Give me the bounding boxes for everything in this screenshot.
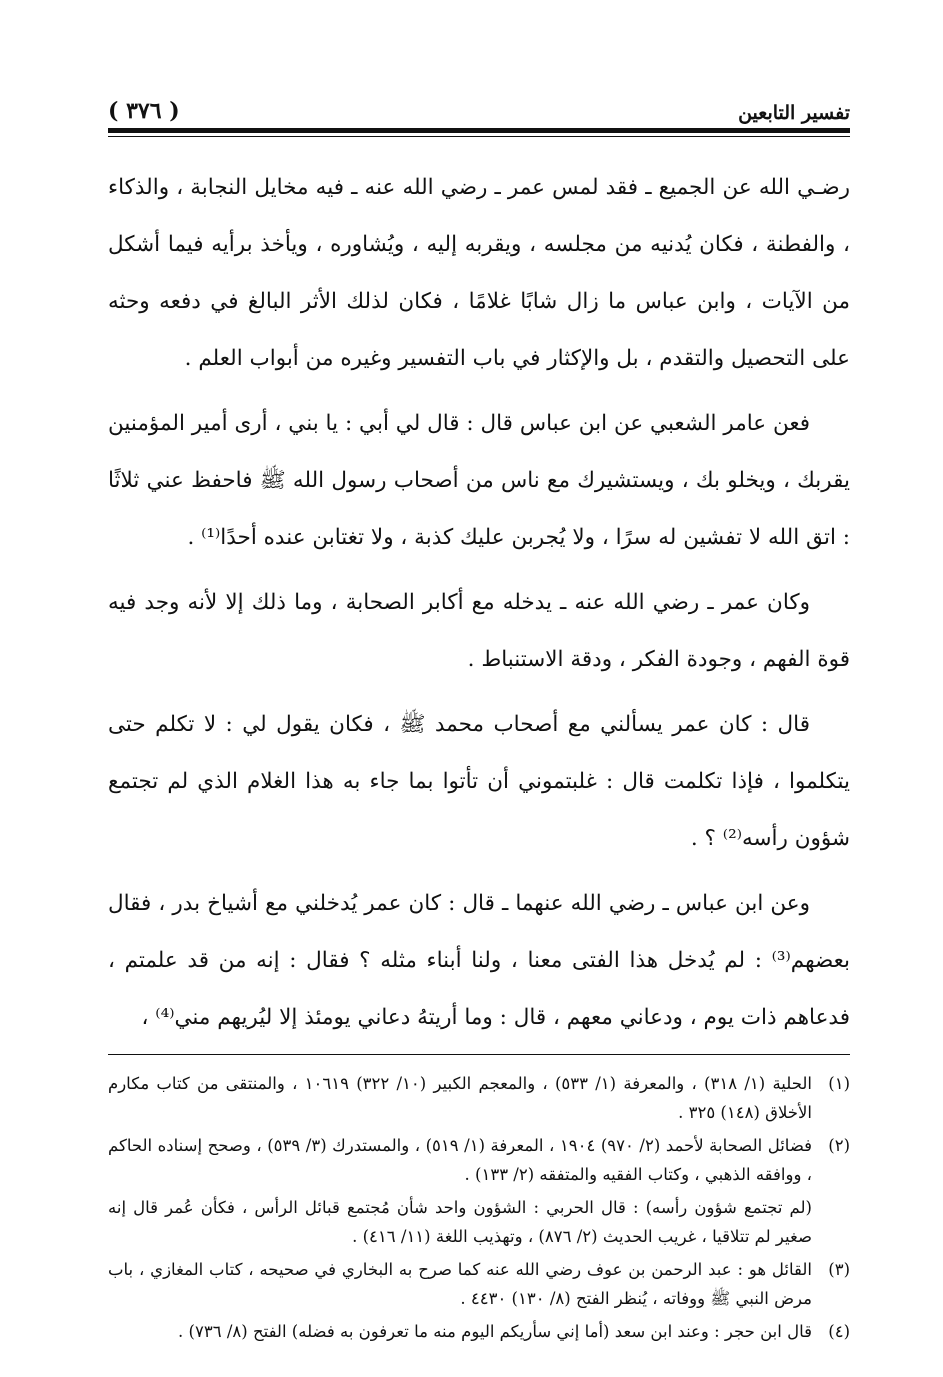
paragraph: وكان عمر ـ رضي الله عنه ـ يدخله مع أكابر الصحابة ، وما ذلك إلا لأنه وجد فيه قوة الفهم ، وجودة الفكر ، ودقة الاستنباط .	[108, 590, 850, 672]
footnote-number: (٤)	[828, 1322, 850, 1341]
header-rule-thick	[108, 128, 850, 133]
footnote-text: فضائل الصحابة لأحمد (٢/ ٩٧٠) ١٩٠٤ ، المعرفة (١/ ٥١٩) ، والمستدرك (٣/ ٥٣٩) ، وصحح إسناده الحاكم ، ووافقه الذهبي ، وكتاب الفقيه والمتفقه (٢/ ١٣٣) .	[108, 1136, 813, 1184]
page-header	[108, 88, 850, 124]
footnote-number: (٣)	[828, 1260, 850, 1279]
header-rule-thin	[108, 136, 850, 137]
footnote	[108, 1131, 850, 1189]
footnote-separator	[108, 1054, 850, 1055]
footnote	[108, 1317, 850, 1346]
footnote	[108, 1255, 850, 1313]
paragraph: وعن ابن عباس ـ رضي الله عنهما ـ قال : كان عمر يُدخلني مع أشياخ بدر ، فقال بعضهم⁽³⁾ : لم يُدخل هذا الفتى معنا ، ولنا أبناء مثله ؟ فقال : إنه من قد علمتم ، فدعاهم ذات يوم ، ودعاني معهم ، قال : وما أريتهُ دعاني يومئذ إلا ليُريهم مني⁽⁴⁾ ،	[108, 891, 850, 1030]
footnote	[108, 1069, 850, 1127]
paragraph: قال : كان عمر يسألني مع أصحاب محمد ﷺ ، فكان يقول لي : لا تكلم حتى يتكلموا ، فإذا تكلمت قال : غلبتموني أن تأتوا بما جاء به هذا الغلام الذي لم تجتمع شؤون رأسه⁽²⁾ ؟ .	[108, 712, 850, 851]
footnote-number: (١)	[828, 1074, 850, 1093]
book-title: تفسير التابعين	[738, 102, 850, 124]
page-number: ( ٣٧٦ )	[108, 98, 180, 124]
footnotes	[108, 1069, 850, 1346]
footnote-continuation: (لم تجتمع شؤون رأسه) : قال الحربي : الشؤون واحد شأن مُجتمع قبائل الرأس ، فكأن عُمر قال إنه صغير لم تتلاقيا ، غريب الحديث (٢/ ٨٧٦) ، وتهذيب اللغة (١١/ ٤١٦) .	[108, 1198, 812, 1246]
footnote-text: الحلية (١/ ٣١٨) ، والمعرفة (١/ ٥٣٣) ، والمعجم الكبير (١٠/ ٣٢٢) ١٠٦١٩ ، والمنتقى من كتاب مكارم الأخلاق (١٤٨) ٣٢٥ .	[108, 1074, 812, 1122]
footnote-text: قال ابن حجر : وعند ابن سعد (أما إني سأريكم اليوم منه ما تعرفون به فضله) الفتح (٨/ ٧٣٦) .	[178, 1322, 812, 1341]
paragraph: رضـي الله عن الجميع ـ فقد لمس عمر ـ رضي الله عنه ـ فيه مخايل النجابة ، والذكاء ، والفطنة ، فكان يُدنيه من مجلسه ، ويقربه إليه ، ويُشاوره ، ويأخذ برأيه فيما أشكل من الآيات ، وابن عباس ما زال شابًا غلامًا ، فكان لذلك الأثر البالغ في دفعه وحثه على التحصيل والتقدم ، بل والإكثار في باب التفسير وغيره من أبواب العلم .	[108, 175, 850, 371]
book-page	[108, 88, 850, 1350]
paragraph: فعن عامر الشعبي عن ابن عباس قال : قال لي أبي : يا بني ، أرى أمير المؤمنين يقربك ، ويخلو بك ، ويستشيرك مع ناس من أصحاب رسول الله ﷺ فاحفظ عني ثلاثًا : اتق الله لا تفشين له سرًا ، ولا يُجربن عليك كذبة ، ولا تغتابن عنده أحدًا⁽¹⁾ .	[108, 411, 850, 550]
footnote-text: القائل هو : عبد الرحمن بن عوف رضي الله عنه كما صرح به البخاري في صحيحه ، كتاب المغازي ، باب مرض النبي ﷺ ووفاته ، يُنظر الفتح (٨/ ١٣٠) ٤٤٣٠ .	[108, 1260, 812, 1308]
main-text	[108, 159, 850, 1046]
footnote-number: (٢)	[828, 1136, 850, 1155]
